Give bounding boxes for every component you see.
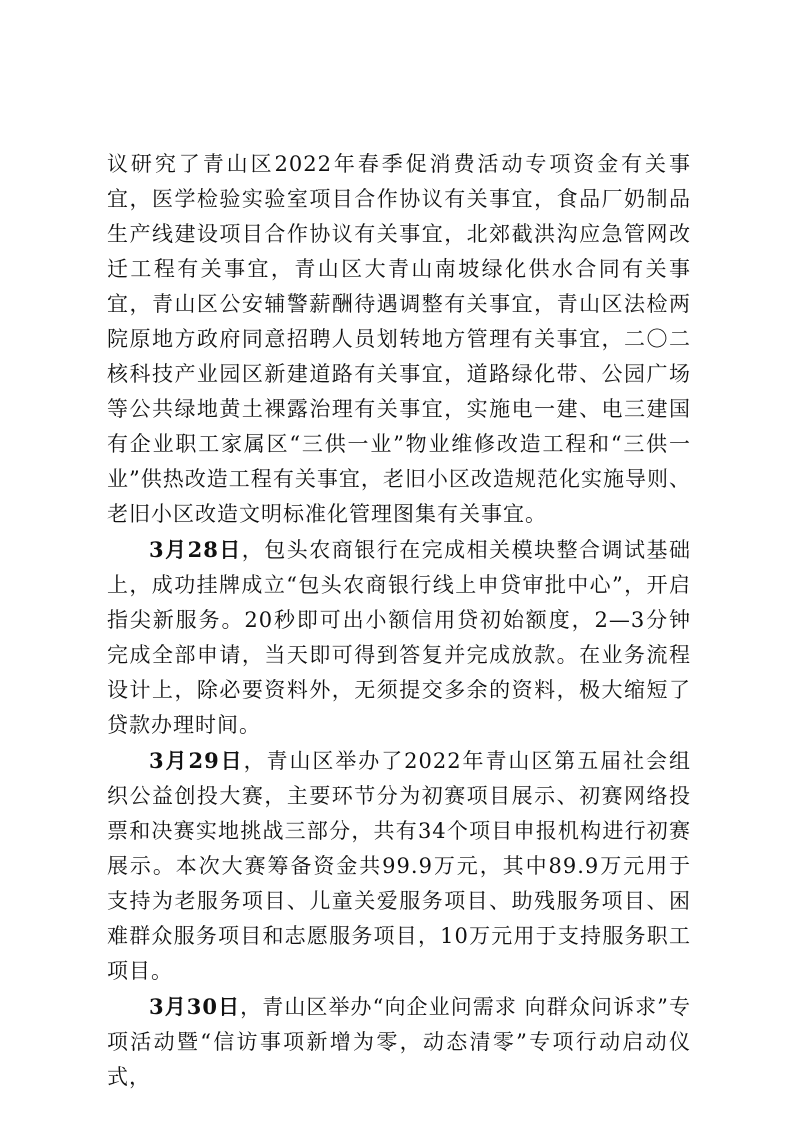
paragraph-text: ，包头农商银行在完成相关模块整合调试基础上，成功挂牌成立“包头农商银行线上申贷审批中心”，开启指尖新服务。20秒即可出小额信用贷初始额度，2—3分钟完成全部申请，当天即可得到答复并完成放款。在业务流程设计上，除必要资料外，无须提交多余的资料，极大缩短了贷款办理时间。 (107, 538, 691, 737)
document-body (107, 147, 691, 1095)
paragraph-meeting-topics (107, 147, 691, 532)
paragraph-date: 3月29日 (149, 748, 244, 773)
paragraph-text: 议研究了青山区2022年春季促消费活动专项资金有关事宜，医学检验实验室项目合作协议有关事宜，食品厂奶制品生产线建设项目合作协议有关事宜，北郊截洪沟应急管网改迁工程有关事宜，青山区大青山南坡绿化供水合同有关事宜，青山区公安辅警薪酬待遇调整有关事宜，青山区法检两院原地方政府同意招聘人员划转地方管理有关事宜，二〇二核科技产业园区新建道路有关事宜，道路绿化带、公园广场等公共绿地黄土裸露治理有关事宜，实施电一建、电三建国有企业职工家属区“三供一业”物业维修改造工程和“三供一业”供热改造工程有关事宜，老旧小区改造规范化实施导则、老旧小区改造文明标准化管理图集有关事宜。 (107, 152, 691, 526)
paragraph-march-29 (107, 743, 691, 989)
paragraph-text: ，青山区举办“向企业问需求 向群众问诉求”专项活动暨“信访事项新增为零，动态清零”专项行动启动仪式， (107, 995, 691, 1089)
paragraph-text: ，青山区举办了2022年青山区第五届社会组织公益创投大赛，主要环节分为初赛项目展示、初赛网络投票和决赛实地挑战三部分，共有34个项目申报机构进行初赛展示。本次大赛筹备资金共99.9万元，其中89.9万元用于支持为老服务项目、儿童关爱服务项目、助残服务项目、困难群众服务项目和志愿服务项目，10万元用于支持服务职工项目。 (107, 749, 691, 983)
paragraph-march-30 (107, 989, 691, 1095)
paragraph-date: 3月28日 (149, 537, 242, 562)
paragraph-date: 3月30日 (149, 994, 241, 1019)
paragraph-march-28 (107, 532, 691, 743)
